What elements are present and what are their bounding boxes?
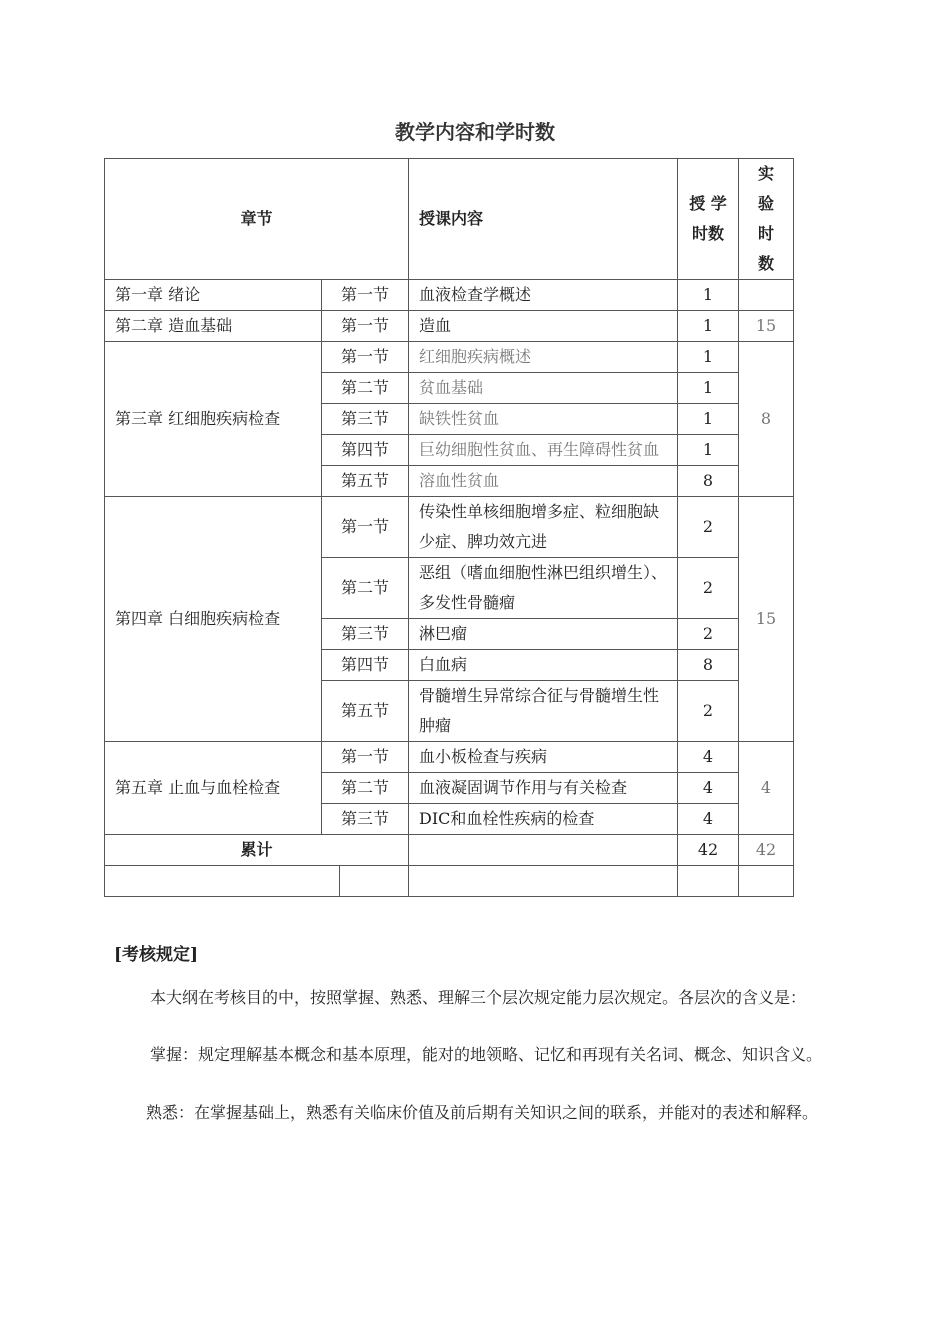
total-label: 累计 [105, 835, 409, 866]
section-cell: 第三节 [322, 404, 409, 435]
section-cell: 第五节 [322, 681, 409, 742]
lab-cell: 8 [739, 342, 794, 497]
hours-cell: 8 [678, 466, 739, 497]
assessment-intro: 本大纲在考核目的中，按照掌握、熟悉、理解三个层次规定能力层次规定。各层次的含义是： [150, 988, 807, 1007]
hours-cell: 8 [678, 650, 739, 681]
content-cell: 恶组（嗜血细胞性淋巴组织增生）、多发性骨髓瘤 [409, 558, 678, 619]
hours-cell: 4 [678, 742, 739, 773]
empty-row [105, 866, 794, 897]
section-cell: 第四节 [322, 435, 409, 466]
chapter-cell: 第四章 白细胞疾病检查 [105, 497, 322, 742]
content-cell: 溶血性贫血 [409, 466, 678, 497]
content-cell: DIC和血栓性疾病的检查 [409, 804, 678, 835]
total-content-cell [409, 835, 678, 866]
section-cell: 第一节 [322, 742, 409, 773]
total-hours: 42 [678, 835, 739, 866]
section-cell: 第二节 [322, 558, 409, 619]
hours-cell: 4 [678, 804, 739, 835]
table-row [105, 280, 794, 311]
item-text: 规定理解基本概念和基本原理，能对的地领略、记忆和再现有关名词、概念、知识含义。 [198, 1045, 823, 1064]
section-cell: 第三节 [322, 619, 409, 650]
content-cell: 红细胞疾病概述 [409, 342, 678, 373]
hours-cell: 1 [678, 342, 739, 373]
total-lab: 42 [739, 835, 794, 866]
content-cell: 血液检查学概述 [409, 280, 678, 311]
section-cell: 第一节 [322, 311, 409, 342]
lab-cell: 15 [739, 311, 794, 342]
total-row [105, 835, 794, 866]
table-row [105, 342, 794, 373]
section-cell: 第一节 [322, 342, 409, 373]
header-chapter: 章节 [105, 159, 409, 280]
empty-cell [409, 866, 678, 897]
hours-cell: 1 [678, 404, 739, 435]
section-cell: 第四节 [322, 650, 409, 681]
hours-cell: 2 [678, 619, 739, 650]
content-cell: 传染性单核细胞增多症、粒细胞缺少症、脾功效亢进 [409, 497, 678, 558]
assessment-heading: [考核规定] [114, 945, 199, 965]
hours-cell: 1 [678, 373, 739, 404]
empty-cell [739, 866, 794, 897]
item-term: 掌握： [150, 1045, 199, 1064]
hours-cell: 2 [678, 681, 739, 742]
content-cell: 淋巴瘤 [409, 619, 678, 650]
course-hours-table [104, 158, 794, 897]
chapter-cell: 第一章 绪论 [105, 280, 322, 311]
section-cell: 第三节 [322, 804, 409, 835]
content-cell: 贫血基础 [409, 373, 678, 404]
hours-cell: 4 [678, 773, 739, 804]
item-term: 熟悉： [146, 1103, 195, 1122]
hours-cell: 1 [678, 435, 739, 466]
item-text: 在掌握基础上，熟悉有关临床价值及前后期有关知识之间的联系，并能对的表述和解释。 [194, 1103, 819, 1122]
section-cell: 第二节 [322, 373, 409, 404]
section-cell: 第五节 [322, 466, 409, 497]
header-content: 授课内容 [409, 159, 678, 280]
assessment-item [150, 1040, 840, 1070]
hours-cell: 2 [678, 497, 739, 558]
content-cell: 缺铁性贫血 [409, 404, 678, 435]
page-title: 教学内容和学时数 [395, 120, 555, 144]
lab-cell: 15 [739, 497, 794, 742]
chapter-cell: 第二章 造血基础 [105, 311, 322, 342]
section-cell: 第一节 [322, 497, 409, 558]
section-cell: 第二节 [322, 773, 409, 804]
chapter-cell: 第三章 红细胞疾病检查 [105, 342, 322, 497]
table-row [105, 742, 794, 773]
content-cell: 白血病 [409, 650, 678, 681]
table-row [105, 311, 794, 342]
lab-cell: 4 [739, 742, 794, 835]
content-cell: 血液凝固调节作用与有关检查 [409, 773, 678, 804]
header-lecture-hours: 授 学 时数 [678, 159, 739, 280]
hours-cell: 1 [678, 280, 739, 311]
hours-cell: 2 [678, 558, 739, 619]
header-lab-hours: 实 验 时 数 [739, 159, 794, 280]
empty-cell [678, 866, 739, 897]
content-cell: 血小板检查与疾病 [409, 742, 678, 773]
lab-cell [739, 280, 794, 311]
empty-cell [105, 866, 409, 897]
content-cell: 造血 [409, 311, 678, 342]
hours-cell: 1 [678, 311, 739, 342]
content-cell: 骨髓增生异常综合征与骨髓增生性肿瘤 [409, 681, 678, 742]
content-cell: 巨幼细胞性贫血、再生障碍性贫血 [409, 435, 678, 466]
assessment-item [146, 1098, 840, 1128]
chapter-cell: 第五章 止血与血栓检查 [105, 742, 322, 835]
section-cell: 第一节 [322, 280, 409, 311]
table-row [105, 497, 794, 558]
